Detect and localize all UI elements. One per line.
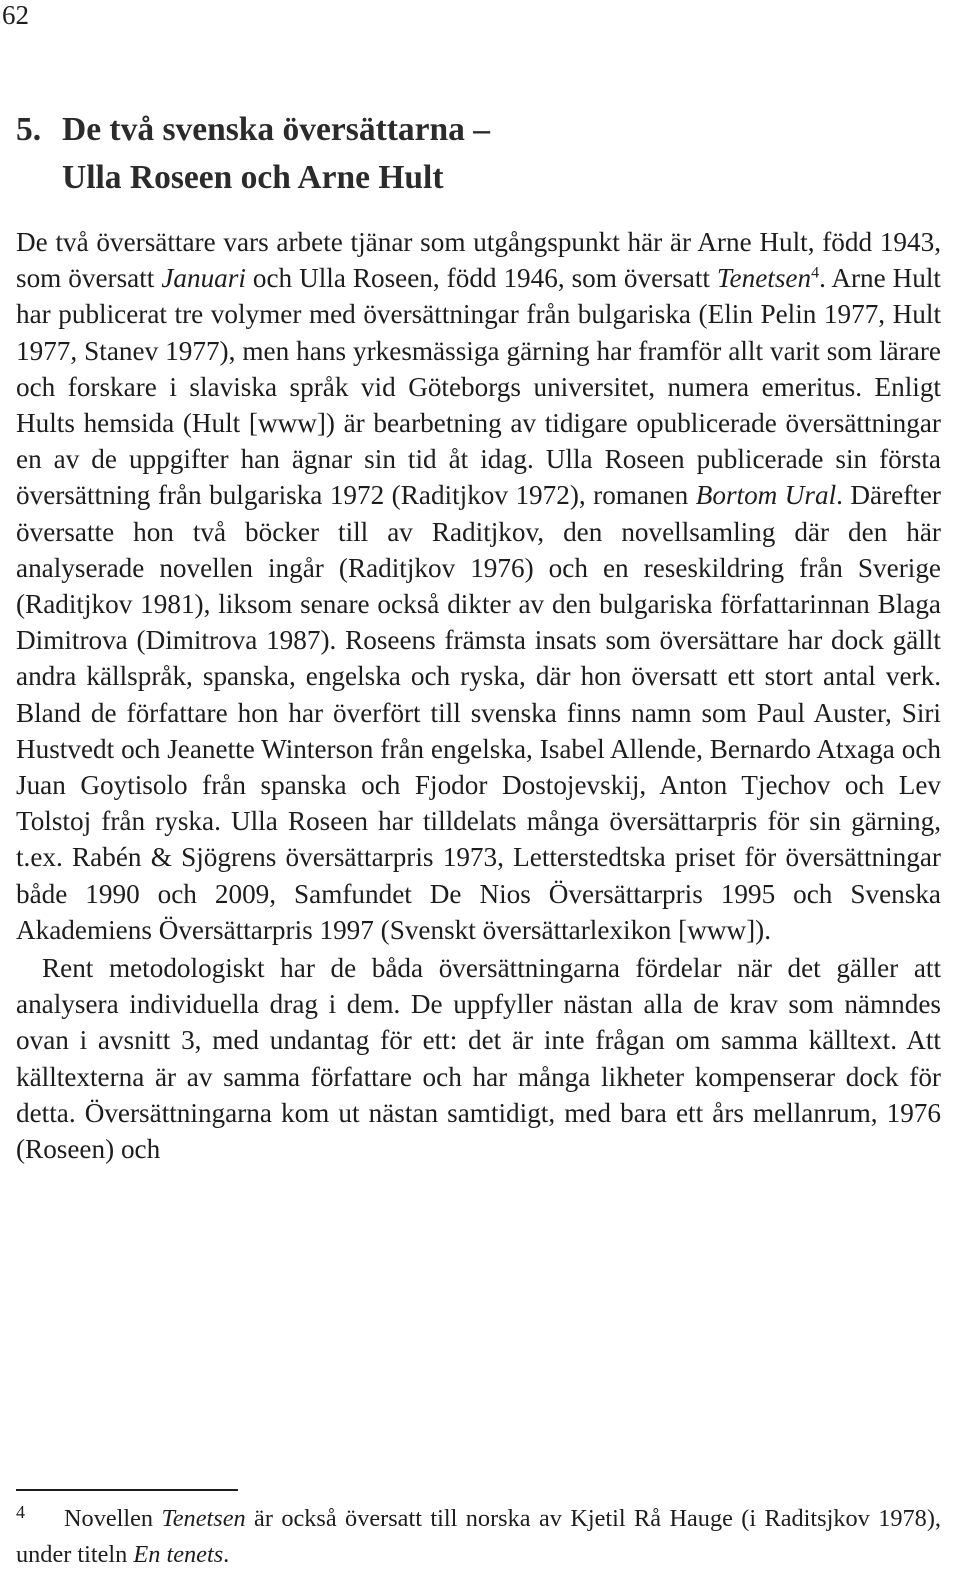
book-title-januari: Januari (161, 263, 246, 294)
chapter-title-line1: De två svenska översättarna – (62, 111, 491, 148)
chapter-heading-line1 (16, 106, 490, 154)
paragraph-1-text-a: De två översättare vars arbete tjänar som utgångspunkt här är Arne Hult, född 1943, som översatt (16, 227, 941, 294)
footnote-reference[interactable]: 4 (811, 264, 820, 282)
paragraph-1-text-b: och Ulla Roseen, född 1946, som översatt (245, 263, 717, 294)
paragraph-1-text-d: . Därefter översatte hon två böcker till av Raditjkov, den novellsamling där den här analyserade novellen ingår (Raditjkov 1976) och en reseskildring från Sverige (Raditjkov 1981), liksom senare också dikter av den bulgariska författarinnan Blaga Dimitrova (Dimitrova 1987). Roseens främsta insats som översättare har dock gällt andra källspråk, spanska, engelska och ryska, där hon översatt ett stort antal verk. Bland de författare hon har överfört till svenska finns namn som Paul Auster, Siri Hustvedt och Jeanette Winterson från engelska, Isabel Allende, Bernardo Atxaga och Juan Goytisolo från spanska och Fjodor Dostojevskij, Anton Tjechov och Lev Tolstoj från ryska. Ulla Roseen har tilldelats många översättarpris för sin gärning, t.ex. Rabén & Sjögrens översättarpris 1973, Letterstedtska priset för översättningar både 1990 och 2009, Samfundet De Nios Översättarpris 1995 och Svenska Akademiens Översättarpris 1997 (Svenskt översättarlexikon [www]). (16, 480, 941, 945)
footnote-title-tenetsen: Tenetsen (161, 1505, 246, 1532)
footnote-title-en-tenets: En tenets (133, 1541, 224, 1568)
paragraph-1-text-c: . Arne Hult har publicerat tre volymer med översättningar från bulgariska (Elin Pelin 1977, Hult 1977, Stanev 1977), men hans yrkesmässiga gärning har framför allt varit som lärare och forskare i slaviska språk vid Göteborgs universitet, numera emeritus. Enligt Hults hemsida (Hult [www]) är bearbetning av tidigare opublicerade översättningar en av de uppgifter han ägnar sin tid åt idag. Ulla Roseen publicerade sin första översättning från bulgariska 1972 (Raditjkov 1972), romanen (16, 263, 941, 511)
chapter-number: 5. (16, 111, 42, 148)
book-title-bortom-ural: Bortom Ural (695, 480, 837, 511)
book-title-tenetsen: Tenetsen (716, 263, 812, 294)
footnote-text-b: är också översatt till norska av Kjetil Rå Hauge (i Raditsjkov 1978), under titeln (16, 1505, 941, 1568)
footnote-text-c: . (223, 1541, 230, 1568)
page-number: 62 (2, 0, 29, 30)
footnote: 4 Novellen Tenetsen är också översatt till norska av Kjetil Rå Hauge (i Raditsjkov 1978), under titeln En tenets. (16, 1501, 941, 1568)
chapter-heading (16, 106, 490, 202)
body-text (16, 224, 941, 1167)
footnote-divider (16, 1489, 238, 1491)
paragraph-1 (16, 224, 941, 948)
paragraph-2: Rent metodologiskt har de båda översättningarna fördelar när det gäller att analysera individuella drag i dem. De uppfyller nästan alla de krav som nämndes ovan i avsnitt 3, med undantag för ett: det är inte frågan om samma källtext. Att källtexterna är av samma författare och har många likheter kompenserar dock för detta. Översättningarna kom ut nästan samtidigt, med bara ett års mellanrum, 1976 (Roseen) och (16, 953, 941, 1165)
footnote-text-a: Novellen (64, 1505, 162, 1532)
chapter-title-line2: Ulla Roseen och Arne Hult (62, 159, 444, 196)
